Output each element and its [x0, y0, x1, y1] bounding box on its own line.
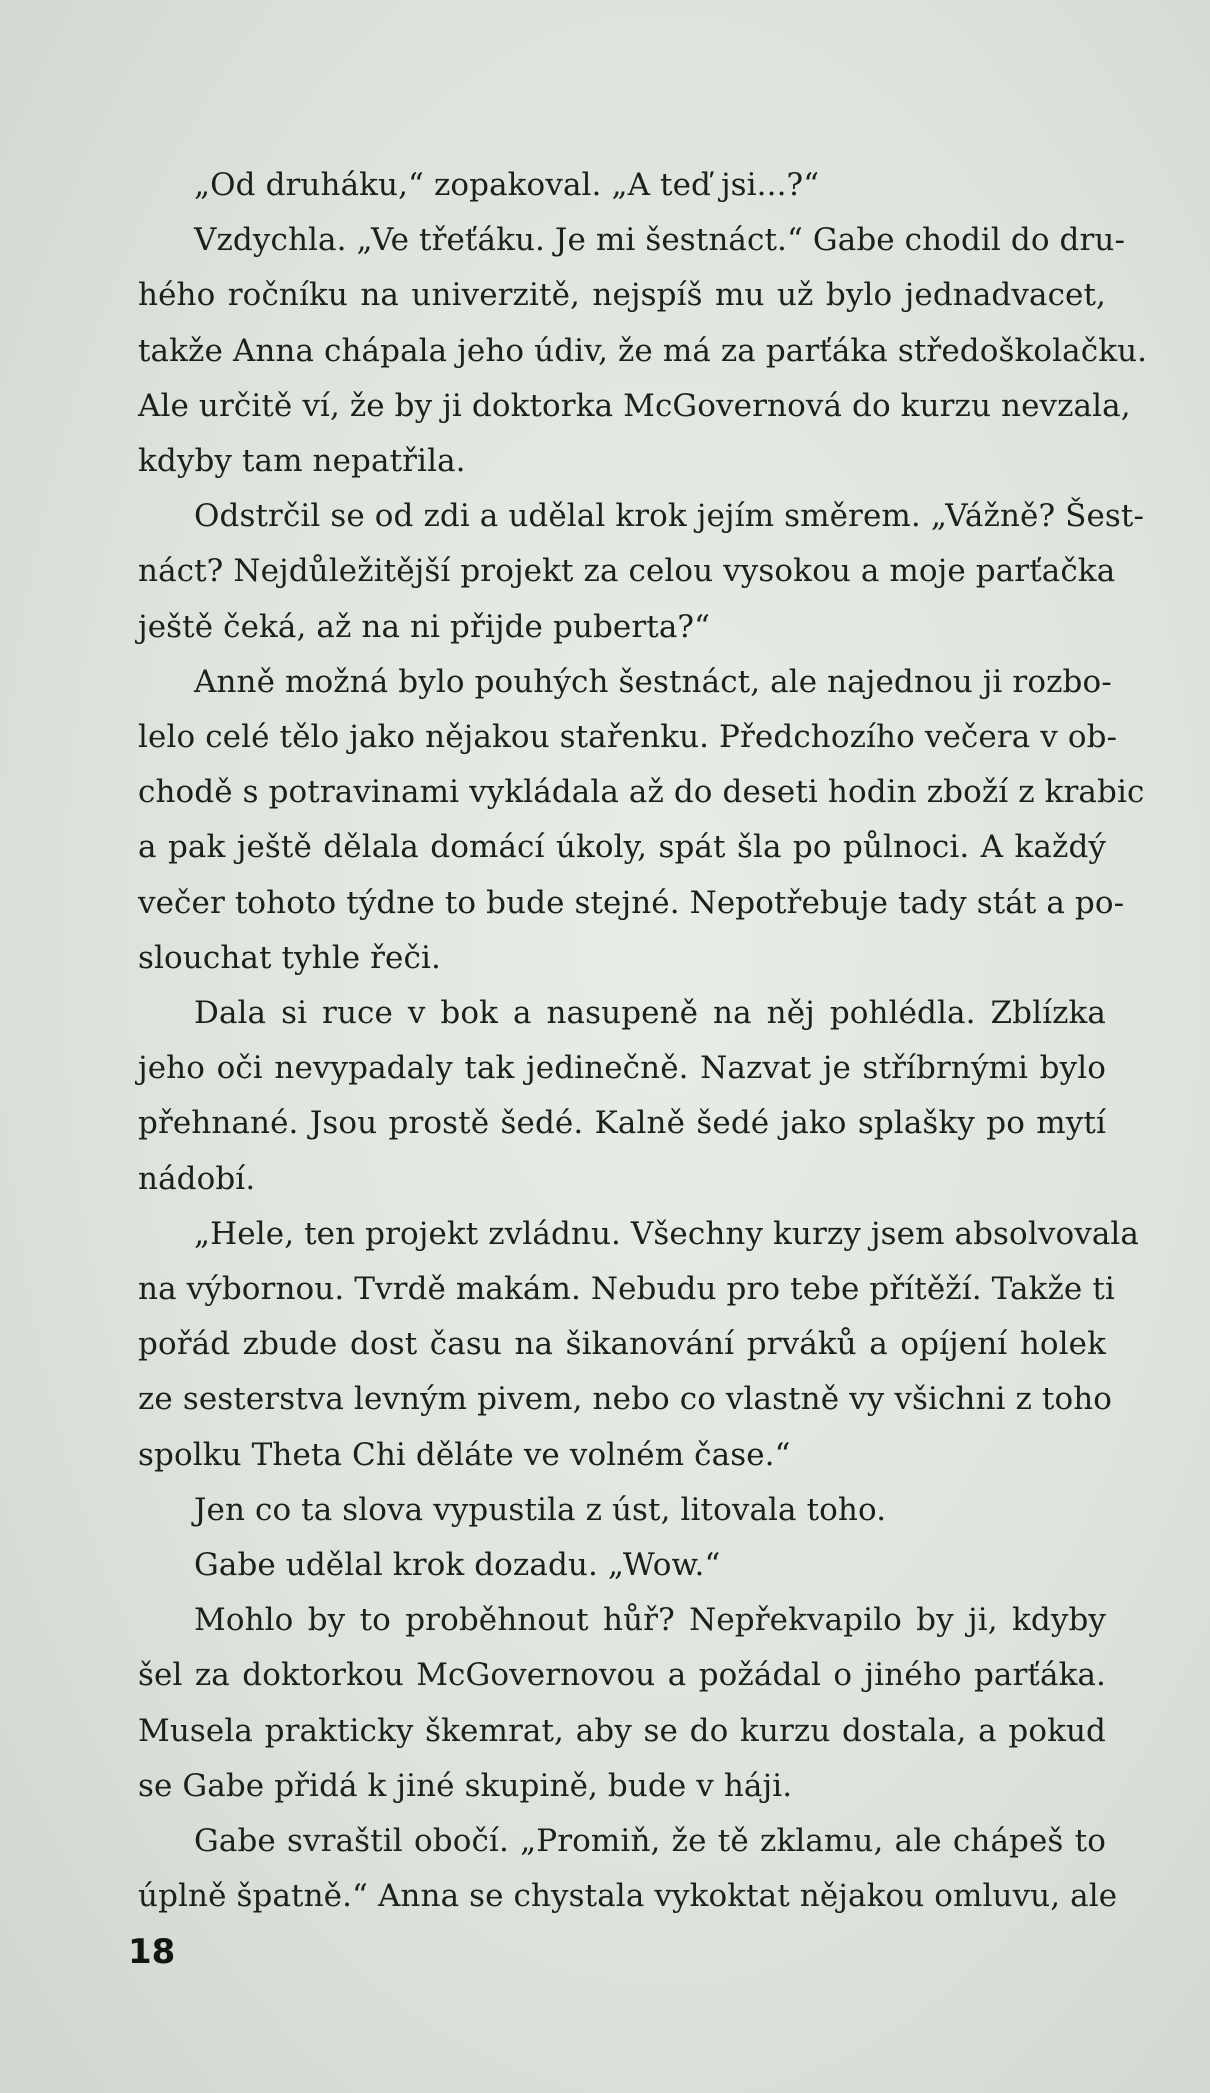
text-line: chodě s potravinami vykládala až do deseti hodin zboží z krabic: [138, 774, 1145, 811]
text-line: hého ročníku na univerzitě, nejspíš mu už bylo jednadvacet,: [138, 277, 1106, 314]
text-line: Mohlo by to proběhnout hůř? Nepřekvapilo by ji, kdyby: [194, 1602, 1106, 1639]
text-line: večer tohoto týdne to bude stejné. Nepotřebuje tady stát a po-: [138, 884, 1125, 921]
text-line: a pak ještě dělala domácí úkoly, spát šla po půlnoci. A každý: [138, 829, 1106, 866]
body-text: [138, 158, 1148, 1925]
page-number: 18: [128, 1932, 176, 1972]
text-line: spolku Theta Chi děláte ve volném čase.“: [138, 1436, 791, 1473]
text-line: Dala si ruce v bok a nasupeně na něj pohlédla. Zblízka: [194, 995, 1106, 1032]
text-line: úplně špatně.“ Anna se chystala vykoktat nějakou omluvu, ale: [138, 1878, 1118, 1915]
text-line: Anně možná bylo pouhých šestnáct, ale najednou ji rozbo-: [194, 663, 1112, 700]
text-line: na výbornou. Tvrdě makám. Nebudu pro tebe přítěží. Takže ti: [138, 1271, 1115, 1308]
text-line: ze sesterstva levným pivem, nebo co vlastně vy všichni z toho: [138, 1381, 1113, 1418]
text-line: lelo celé tělo jako nějakou stařenku. Předchozího večera v ob-: [138, 719, 1118, 756]
text-line: Ale určitě ví, že by ji doktorka McGovernová do kurzu nevzala,: [138, 387, 1131, 424]
text-line: přehnané. Jsou prostě šedé. Kalně šedé jako splašky po mytí: [138, 1105, 1106, 1142]
text-line: šel za doktorkou McGovernovou a požádal o jiného parťáka.: [138, 1657, 1106, 1694]
text-line: Jen co ta slova vypustila z úst, litovala toho.: [194, 1491, 887, 1528]
text-line: náct? Nejdůležitější projekt za celou vysokou a moje parťačka: [138, 553, 1116, 590]
text-line: kdyby tam nepatřila.: [138, 443, 466, 480]
text-line: jeho oči nevypadaly tak jedinečně. Nazvat je stříbrnými bylo: [138, 1050, 1106, 1087]
text-line: takže Anna chápala jeho údiv, že má za parťáka středoškolačku.: [138, 332, 1148, 369]
text-line: Vzdychla. „Ve třeťáku. Je mi šestnáct.“ Gabe chodil do dru-: [194, 222, 1126, 259]
text-line: nádobí.: [138, 1160, 256, 1197]
text-line: se Gabe přidá k jiné skupině, bude v háji.: [138, 1767, 793, 1804]
text-line: ještě čeká, až na ni přijde puberta?“: [138, 608, 711, 645]
text-line: „Hele, ten projekt zvládnu. Všechny kurzy jsem absolvovala: [194, 1215, 1140, 1252]
text-line: slouchat tyhle řeči.: [138, 939, 441, 976]
text-line: Musela prakticky škemrat, aby se do kurzu dostala, a pokud: [138, 1712, 1106, 1749]
text-line: „Od druháku,“ zopakoval. „A teď jsi...?“: [194, 167, 820, 203]
text-line: Odstrčil se od zdi a udělal krok jejím směrem. „Vážně? Šest-: [194, 498, 1145, 535]
text-line: Gabe svraštil obočí. „Promiň, že tě zklamu, ale chápeš to: [194, 1823, 1106, 1860]
text-line: pořád zbude dost času na šikanování prváků a opíjení holek: [138, 1326, 1106, 1363]
text-line: Gabe udělal krok dozadu. „Wow.“: [194, 1547, 721, 1584]
